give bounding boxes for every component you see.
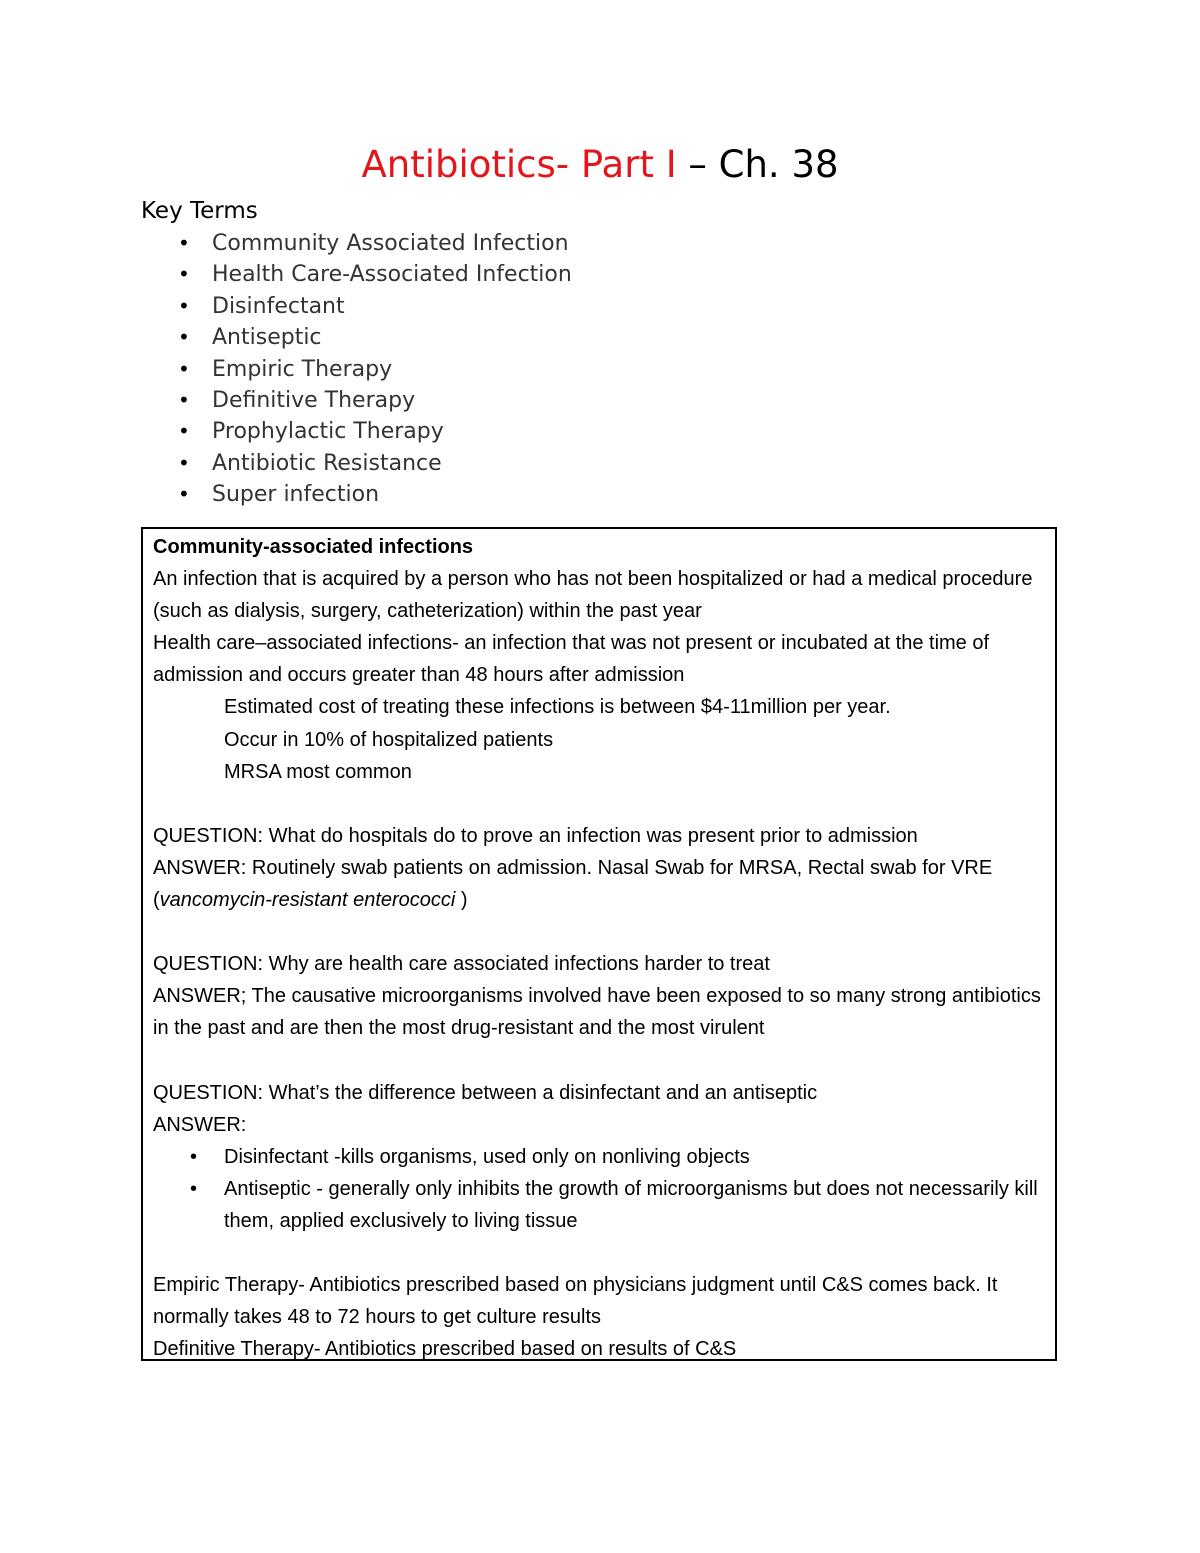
page-title (0, 140, 1200, 190)
key-term-item (141, 416, 572, 447)
bullet-icon: • (178, 293, 190, 318)
fact-occurrence: Occur in 10% of hospitalized patients (224, 728, 554, 751)
answer-1-italic: vancomycin-resistant enterococci (159, 889, 456, 912)
healthcare-definition: Health care–associated infections- an infection that was not present or incubated at the time of admission and occurs greater than 48 hours after admission (153, 632, 990, 687)
answer-3-list (153, 1141, 1045, 1237)
key-terms-heading: Key Terms (141, 198, 258, 224)
key-term-label: Disinfectant (212, 293, 345, 319)
answer-2: ANSWER; The causative microorganisms involved have been exposed to so many strong antibiotics in the past and are then the most drug-resistant and the most virulent (153, 985, 1041, 1040)
answer-1-text: ANSWER: Routinely swab patients on admission. Nasal Swab for MRSA, Rectal swab for VRE ( (153, 856, 993, 912)
answer-3-item-antiseptic (153, 1173, 1045, 1237)
key-term-label: Definitive Therapy (212, 387, 416, 413)
key-term-label: Health Care-Associated Infection (212, 262, 572, 288)
key-term-item (141, 228, 572, 259)
question-1: QUESTION: What do hospitals do to prove an infection was present prior to admission (153, 824, 918, 847)
key-term-item (141, 354, 572, 385)
bullet-icon: • (178, 356, 190, 381)
spacer (153, 916, 1045, 948)
title-chapter: – Ch. 38 (676, 143, 839, 186)
key-term-label: Super infection (212, 482, 380, 508)
answer-3-item-text: Antiseptic - generally only inhibits the growth of microorganisms but does not necessarily kill them, applied exclusively to living tissue (224, 1177, 1038, 1232)
key-term-label: Antibiotic Resistance (212, 450, 442, 476)
key-term-item (141, 448, 572, 479)
key-term-item (141, 322, 572, 353)
notes-box (141, 527, 1057, 1361)
bullet-icon: • (178, 231, 190, 255)
key-term-label: Antiseptic (212, 325, 322, 351)
bullet-icon: • (178, 419, 190, 444)
key-term-item (141, 259, 572, 290)
key-term-label: Empiric Therapy (212, 356, 393, 382)
answer-1 (153, 852, 1045, 916)
answer-3: ANSWER: (153, 1113, 247, 1136)
answer-3-item-disinfectant (153, 1141, 1045, 1173)
key-term-label: Community Associated Infection (212, 231, 569, 256)
question-2: QUESTION: Why are health care associated infections harder to treat (153, 953, 770, 976)
spacer (153, 1237, 1045, 1269)
key-term-item (141, 479, 572, 510)
bullet-icon: • (178, 325, 190, 350)
key-term-item (141, 385, 572, 416)
key-term-item (141, 291, 572, 322)
bullet-icon: • (178, 450, 190, 475)
fact-mrsa: MRSA most common (224, 760, 412, 783)
key-term-label: Prophylactic Therapy (212, 419, 444, 445)
bullet-icon: • (178, 262, 190, 287)
fact-cost: Estimated cost of treating these infections is between $4-11million per year. (224, 696, 891, 719)
answer-1-suffix: ) (455, 889, 468, 912)
key-terms-list (141, 228, 572, 511)
bullet-icon: • (190, 1145, 198, 1168)
spacer (153, 788, 1045, 820)
box-heading: Community-associated infections (153, 536, 474, 558)
bullet-icon: • (178, 482, 190, 507)
answer-3-item-text: Disinfectant -kills organisms, used only on nonliving objects (224, 1145, 750, 1168)
empiric-therapy: Empiric Therapy- Antibiotics prescribed based on physicians judgment until C&S comes back. It normally takes 48 to 72 hours to get culture results (153, 1274, 998, 1329)
spacer (153, 1045, 1045, 1077)
bullet-icon: • (190, 1177, 198, 1200)
definitive-therapy: Definitive Therapy- Antibiotics prescribed based on results of C&S (153, 1338, 737, 1361)
title-main: Antibiotics- Part I (361, 143, 677, 186)
bullet-icon: • (178, 387, 190, 412)
community-definition: An infection that is acquired by a person who has not been hospitalized or had a medical procedure (such as dialysis, surgery, catheterization) within the past year (153, 568, 1033, 623)
question-3: QUESTION: What’s the difference between a disinfectant and an antiseptic (153, 1081, 818, 1104)
